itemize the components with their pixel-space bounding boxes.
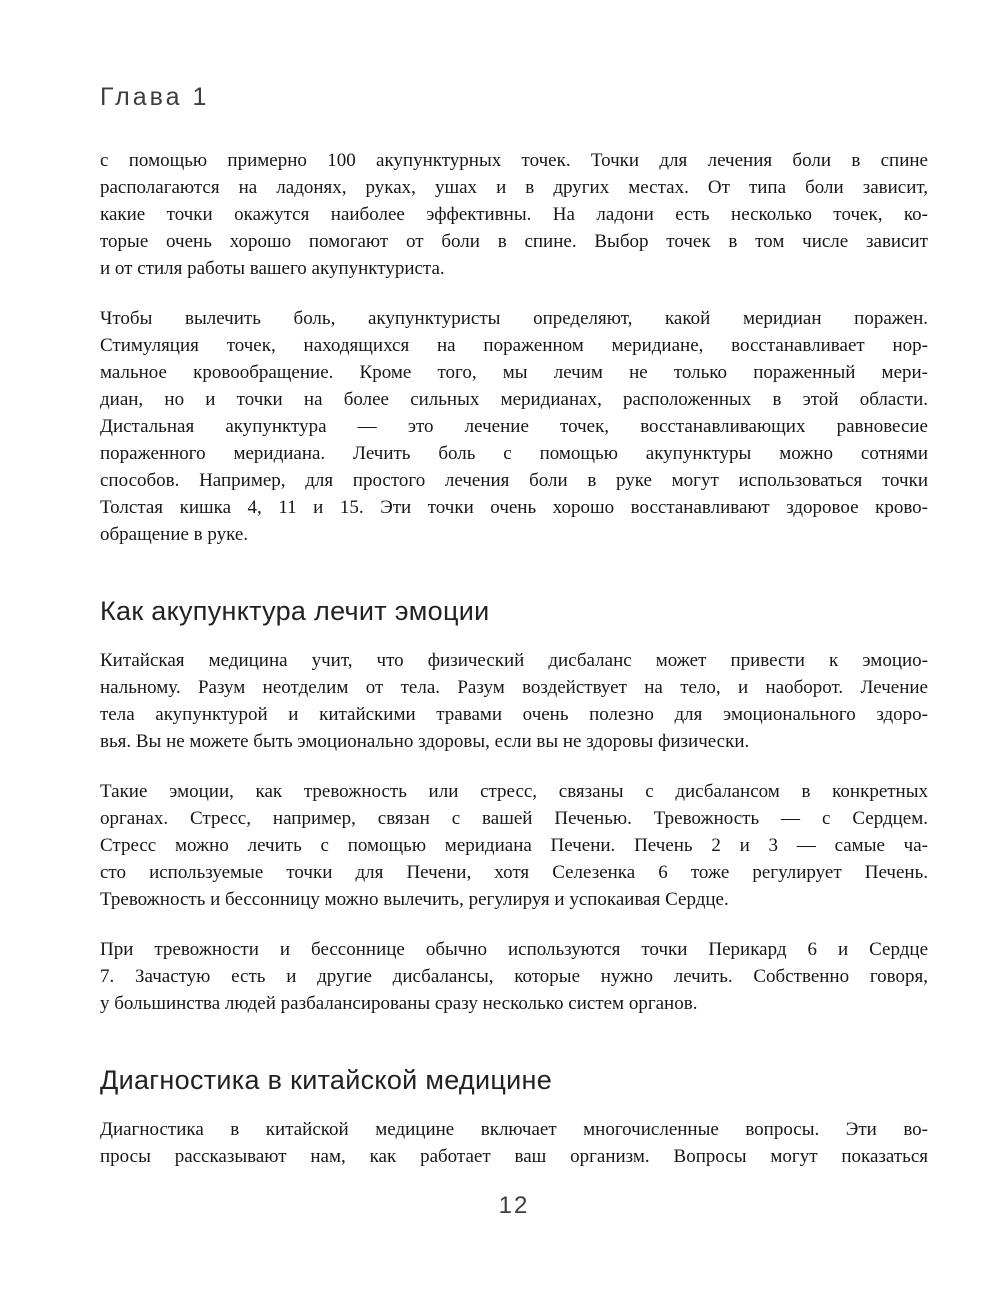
text-line: и от стиля работы вашего акупунктуриста.: [100, 258, 445, 279]
body-paragraph: [100, 305, 928, 548]
chapter-header: Глава 1: [100, 83, 210, 111]
text-line: органах. Стресс, например, связан с вашей Печенью. Тревожность — с Сердцем.: [100, 808, 928, 829]
section-heading: Как акупунктура лечит эмоции: [100, 596, 490, 626]
text-line: диан, но и точки на более сильных меридианах, расположенных в этой области.: [100, 389, 928, 410]
text-line: Толстая кишка 4, 11 и 15. Эти точки очень хорошо восстанавливают здоровое крово-: [100, 497, 928, 518]
text-line: Китайская медицина учит, что физический дисбаланс может привести к эмоцио-: [100, 650, 928, 671]
text-line: способов. Например, для простого лечения боли в руке могут использоваться точки: [100, 470, 928, 491]
text-line: тела акупунктурой и китайскими травами очень полезно для эмоционального здоро-: [100, 704, 928, 725]
text-line: у большинства людей разбалансированы сразу несколько систем органов.: [100, 993, 698, 1014]
text-line: Диагностика в китайской медицине включает многочисленные вопросы. Эти во-: [100, 1119, 928, 1140]
section-heading: Диагностика в китайской медицине: [100, 1065, 553, 1095]
text-line: 7. Зачастую есть и другие дисбалансы, которые нужно лечить. Собственно говоря,: [100, 966, 928, 987]
text-line: Тревожность и бессонницу можно вылечить, регулируя и успокаивая Сердце.: [100, 889, 729, 910]
body-paragraph: [100, 1116, 928, 1170]
text-line: мальное кровообращение. Кроме того, мы лечим не только пораженный мери-: [100, 362, 928, 383]
text-line: При тревожности и бессоннице обычно используются точки Перикард 6 и Сердце: [100, 939, 928, 960]
text-line: просы рассказывают нам, как работает ваш организм. Вопросы могут показаться: [100, 1146, 928, 1167]
text-line: Стимуляция точек, находящихся на пораженном меридиане, восстанавливает нор-: [100, 335, 928, 356]
text-line: нальному. Разум неотделим от тела. Разум воздействует на тело, и наоборот. Лечение: [100, 677, 928, 698]
book-page: [100, 0, 928, 1170]
text-line: Стресс можно лечить с помощью меридиана Печени. Печень 2 и 3 — самые ча-: [100, 835, 928, 856]
text-line: торые очень хорошо помогают от боли в спине. Выбор точек в том числе зависит: [100, 231, 928, 252]
text-line: вья. Вы не можете быть эмоционально здоровы, если вы не здоровы физически.: [100, 731, 750, 752]
text-line: Такие эмоции, как тревожность или стресс, связаны с дисбалансом в конкретных: [100, 781, 928, 802]
page-number: 12: [498, 1192, 530, 1219]
text-line: сто используемые точки для Печени, хотя Селезенка 6 тоже регулирует Печень.: [100, 862, 928, 883]
text-line: какие точки окажутся наиболее эффективны. На ладони есть несколько точек, ко-: [100, 204, 928, 225]
text-line: пораженного меридиана. Лечить боль с помощью акупунктуры можно сотнями: [100, 443, 928, 464]
body-paragraph: [100, 778, 928, 913]
text-line: обращение в руке.: [100, 524, 249, 545]
body-paragraph: [100, 936, 928, 1017]
text-line: располагаются на ладонях, руках, ушах и в других местах. От типа боли зависит,: [100, 177, 928, 198]
text-line: Дистальная акупунктура — это лечение точек, восстанавливающих равновесие: [100, 416, 928, 437]
page-content: [100, 147, 928, 1170]
text-line: с помощью примерно 100 акупунктурных точек. Точки для лечения боли в спине: [100, 150, 928, 171]
body-paragraph: [100, 147, 928, 282]
body-paragraph: [100, 647, 928, 755]
text-line: Чтобы вылечить боль, акупунктуристы определяют, какой меридиан поражен.: [100, 308, 928, 329]
